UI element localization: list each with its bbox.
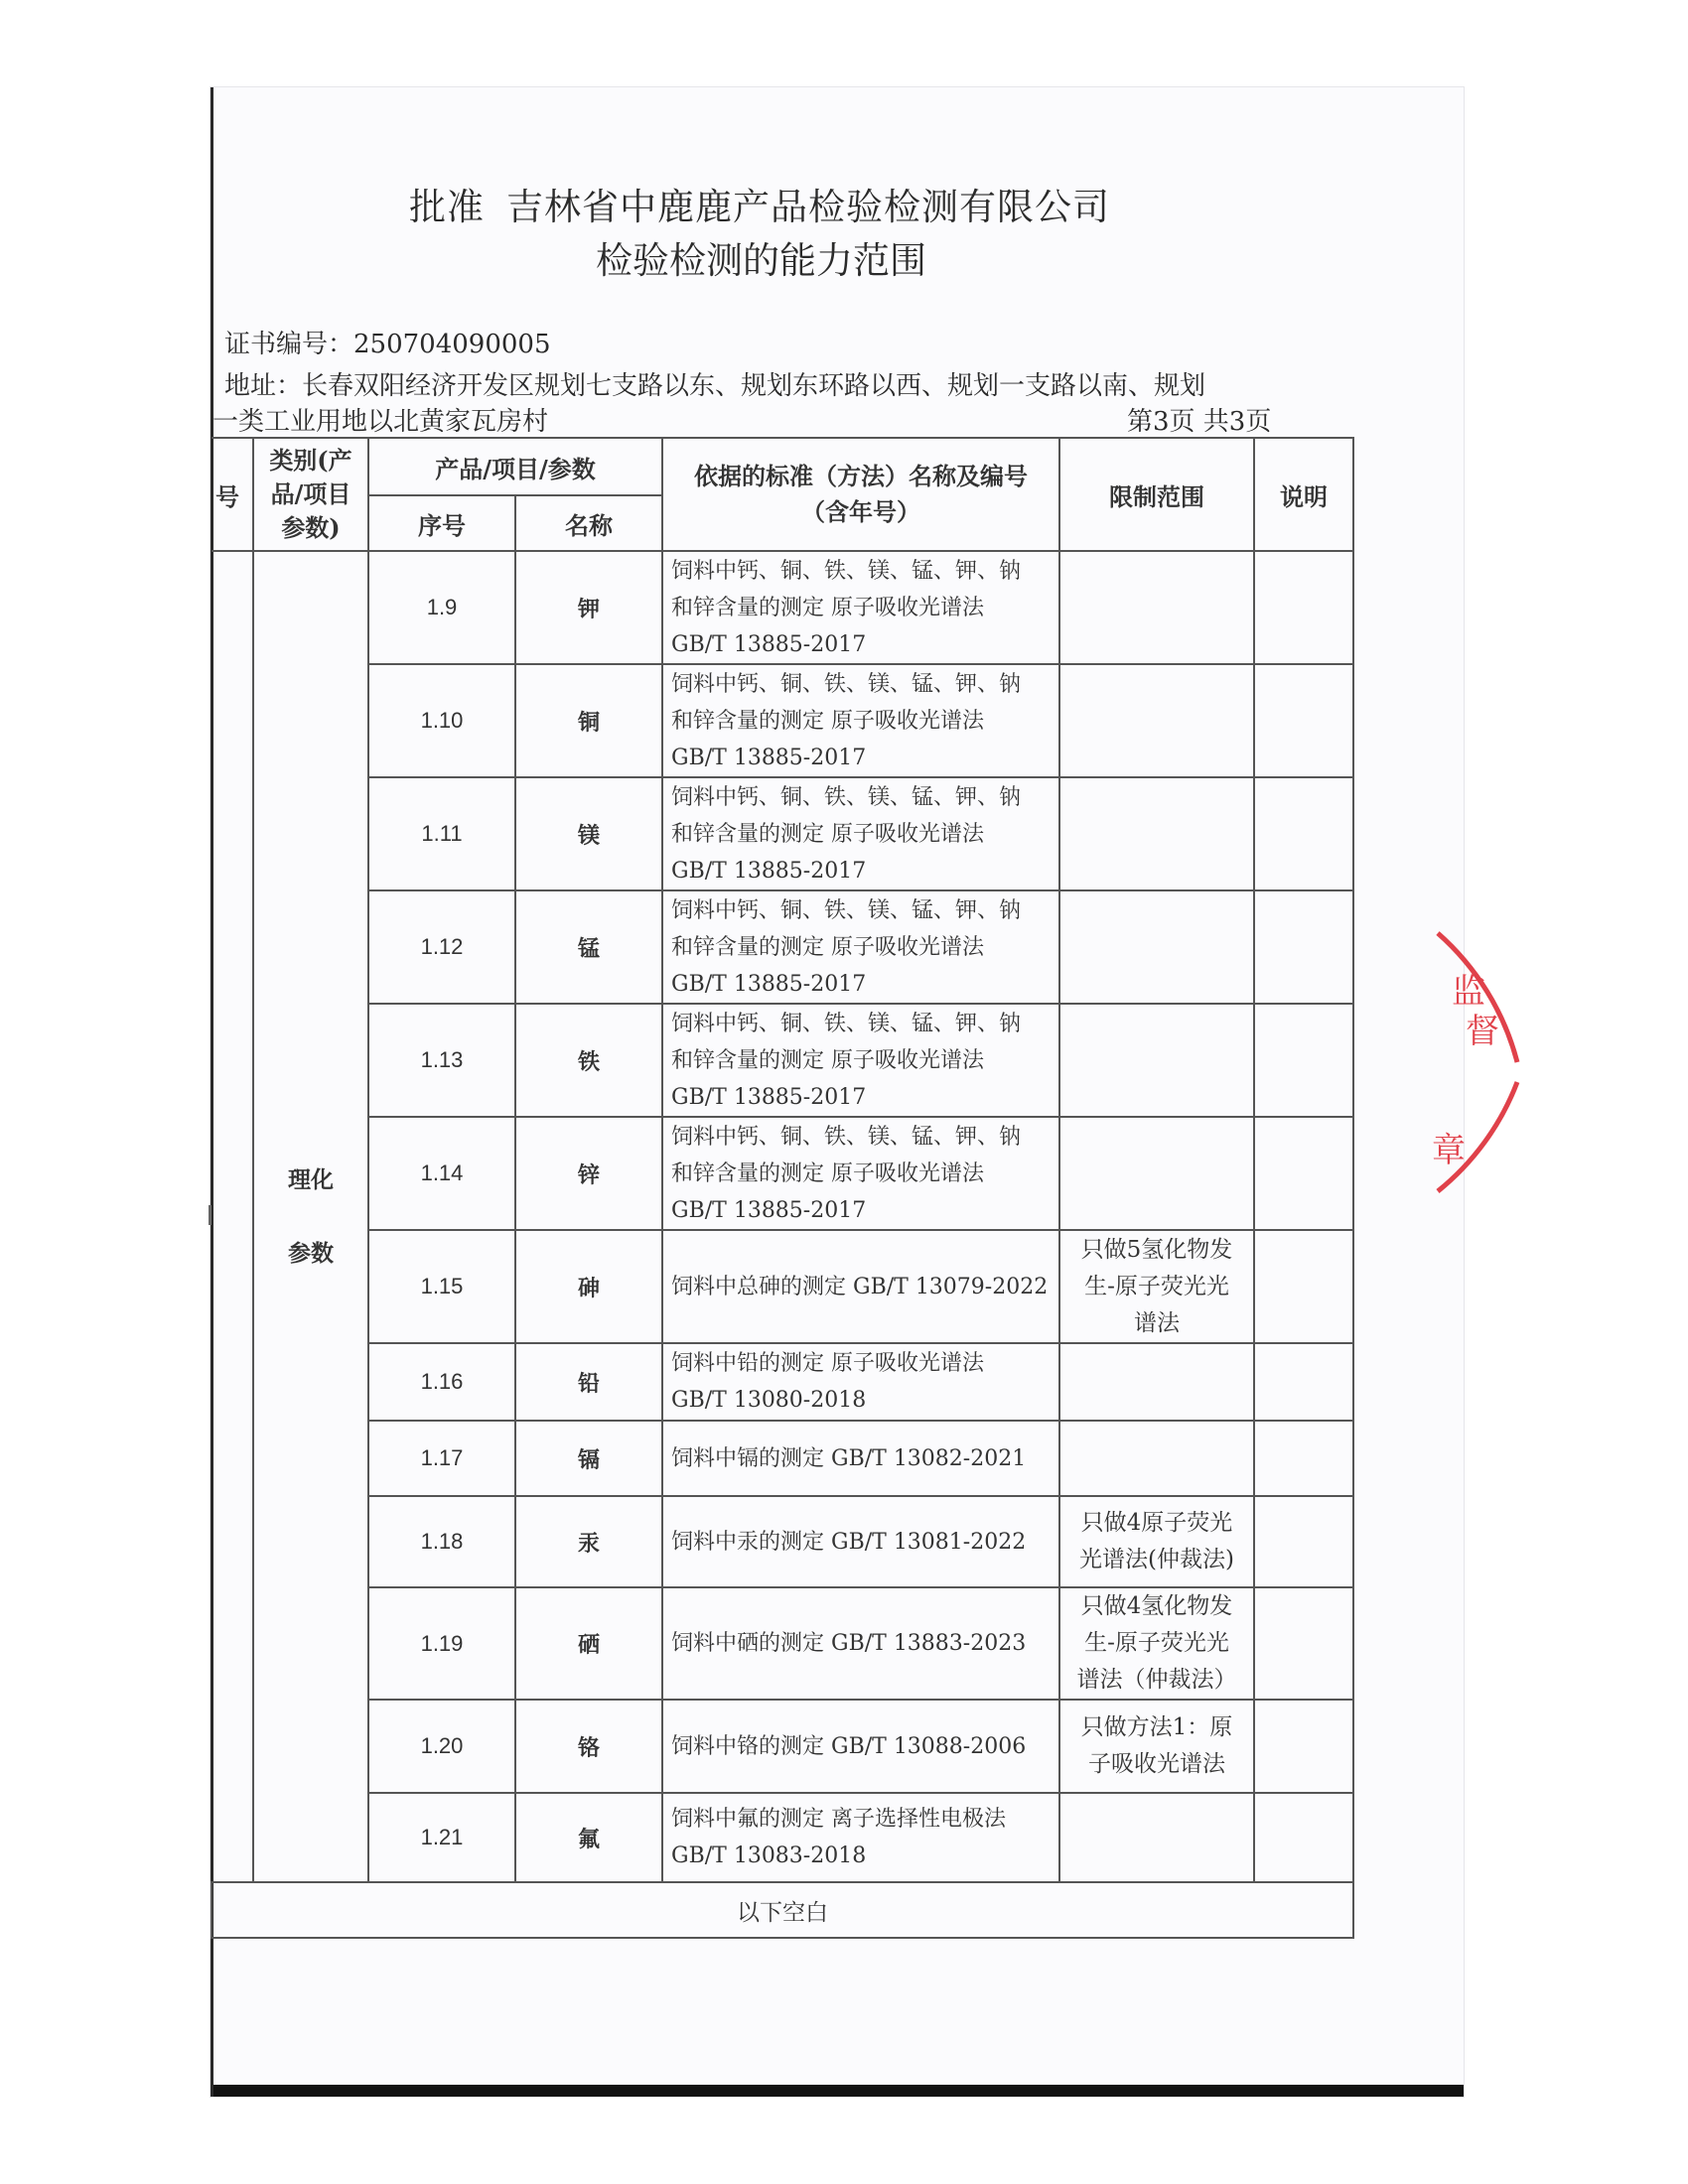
header-seq: 序号: [368, 495, 515, 551]
note-cell: [1254, 1117, 1353, 1230]
blank-row: [211, 1882, 1353, 1938]
seq-cell: 1.9: [368, 551, 515, 664]
header-limit: 限制范围: [1059, 438, 1254, 551]
note-cell: [1254, 890, 1353, 1004]
category-label-1: 理化: [288, 1165, 334, 1193]
name-cell: 铅: [515, 1343, 662, 1421]
standard-cell: 饲料中钙、铜、铁、镁、锰、钾、钠 和锌含量的测定 原子吸收光谱法 GB/T 13885-2017: [662, 1117, 1059, 1230]
table-row: [211, 1421, 1353, 1496]
limit-cell: 只做4原子荧光 光谱法(仲裁法): [1059, 1496, 1254, 1587]
scope-table: [211, 437, 1354, 1939]
seq-cell: 1.20: [368, 1700, 515, 1793]
name-cell: 铬: [515, 1700, 662, 1793]
limit-cell: [1059, 1343, 1254, 1421]
limit-cell: [1059, 1004, 1254, 1117]
seq-cell: 1.15: [368, 1230, 515, 1343]
seq-cell: 1.17: [368, 1421, 515, 1496]
table-row: [211, 551, 1353, 664]
category-cell: [253, 551, 368, 1882]
table-row: [211, 1700, 1353, 1793]
name-cell: 镉: [515, 1421, 662, 1496]
standard-cell: 饲料中氟的测定 离子选择性电极法 GB/T 13083-2018: [662, 1793, 1059, 1882]
header-name: 名称: [515, 495, 662, 551]
header-index: 号: [211, 438, 253, 551]
note-cell: [1254, 1421, 1353, 1496]
note-cell: [1254, 664, 1353, 777]
table-row: [211, 1117, 1353, 1230]
note-cell: [1254, 1230, 1353, 1343]
limit-cell: [1059, 1793, 1254, 1882]
seq-cell: 1.13: [368, 1004, 515, 1117]
name-cell: 氟: [515, 1793, 662, 1882]
note-cell: [1254, 1343, 1353, 1421]
table-row: [211, 664, 1353, 777]
seq-cell: 1.12: [368, 890, 515, 1004]
standard-cell: 饲料中钙、铜、铁、镁、锰、钾、钠 和锌含量的测定 原子吸收光谱法 GB/T 13885-2017: [662, 890, 1059, 1004]
note-cell: [1254, 551, 1353, 664]
table-row: [211, 1343, 1353, 1421]
note-cell: [1254, 1496, 1353, 1587]
note-cell: [1254, 1793, 1353, 1882]
note-cell: [1254, 777, 1353, 890]
standard-cell: 饲料中镉的测定 GB/T 13082-2021: [662, 1421, 1059, 1496]
document-subtitle: 检验检测的能力范围: [596, 239, 926, 282]
limit-cell: 只做5氢化物发 生-原子荧光光 谱法: [1059, 1230, 1254, 1343]
standard-cell: 饲料中钙、铜、铁、镁、锰、钾、钠 和锌含量的测定 原子吸收光谱法 GB/T 13885-2017: [662, 664, 1059, 777]
title-prefix: 批准: [409, 186, 485, 228]
title-org: 吉林省中鹿鹿产品检验检测有限公司: [506, 186, 1110, 228]
limit-cell: [1059, 551, 1254, 664]
name-cell: 镁: [515, 777, 662, 890]
seq-cell: 1.16: [368, 1343, 515, 1421]
seq-cell: 1.19: [368, 1587, 515, 1700]
standard-cell: 饲料中铅的测定 原子吸收光谱法 GB/T 13080-2018: [662, 1343, 1059, 1421]
standard-cell: 饲料中汞的测定 GB/T 13081-2022: [662, 1496, 1059, 1587]
address-line-2: 一类工业用地以北黄家瓦房村: [212, 407, 549, 437]
limit-cell: [1059, 1117, 1254, 1230]
name-cell: 砷: [515, 1230, 662, 1343]
standard-cell: 饲料中钙、铜、铁、镁、锰、钾、钠 和锌含量的测定 原子吸收光谱法 GB/T 13885-2017: [662, 551, 1059, 664]
table-row: [211, 777, 1353, 890]
header-product-group: 产品/项目/参数: [368, 438, 662, 495]
standard-cell: 饲料中硒的测定 GB/T 13883-2023: [662, 1587, 1059, 1700]
table-row: [211, 1004, 1353, 1117]
name-cell: 铁: [515, 1004, 662, 1117]
seal-char-1: 监: [1452, 972, 1485, 1012]
certificate-number: 证书编号：250704090005: [224, 330, 551, 359]
index-cell: [211, 551, 253, 1882]
limit-cell: 只做4氢化物发 生-原子荧光光 谱法（仲裁法）: [1059, 1587, 1254, 1700]
name-cell: 锌: [515, 1117, 662, 1230]
standard-cell: 饲料中钙、铜、铁、镁、锰、钾、钠 和锌含量的测定 原子吸收光谱法 GB/T 13885-2017: [662, 777, 1059, 890]
seq-cell: 1.11: [368, 777, 515, 890]
table-row: [211, 1230, 1353, 1343]
header-category: 类别(产品/项目参数): [253, 438, 368, 551]
limit-cell: [1059, 664, 1254, 777]
category-label-2: 参数: [288, 1239, 334, 1267]
page-info: 第3页 共3页: [1127, 407, 1272, 437]
address-line-1: 地址：长春双阳经济开发区规划七支路以东、规划东环路以西、规划一支路以南、规划: [224, 371, 1206, 401]
blank-note: 以下空白: [211, 1882, 1353, 1938]
note-cell: [1254, 1587, 1353, 1700]
header-note: 说明: [1254, 438, 1353, 551]
name-cell: 钾: [515, 551, 662, 664]
standard-cell: 饲料中总砷的测定 GB/T 13079-2022: [662, 1230, 1059, 1343]
official-seal-stamp: [1418, 913, 1527, 1211]
standard-cell: 饲料中铬的测定 GB/T 13088-2006: [662, 1700, 1059, 1793]
note-cell: [1254, 1004, 1353, 1117]
name-cell: 铜: [515, 664, 662, 777]
standard-cell: 饲料中钙、铜、铁、镁、锰、钾、钠 和锌含量的测定 原子吸收光谱法 GB/T 13885-2017: [662, 1004, 1059, 1117]
limit-cell: [1059, 890, 1254, 1004]
table-row: [211, 1496, 1353, 1587]
table-row: [211, 1793, 1353, 1882]
scan-mark: [209, 1205, 211, 1225]
seq-cell: 1.14: [368, 1117, 515, 1230]
seal-char-3: 章: [1432, 1131, 1466, 1170]
seq-cell: 1.10: [368, 664, 515, 777]
seq-cell: 1.21: [368, 1793, 515, 1882]
seq-cell: 1.18: [368, 1496, 515, 1587]
note-cell: [1254, 1700, 1353, 1793]
limit-cell: 只做方法1：原 子吸收光谱法: [1059, 1700, 1254, 1793]
name-cell: 硒: [515, 1587, 662, 1700]
header-standard: 依据的标准（方法）名称及编号（含年号）: [662, 438, 1059, 551]
limit-cell: [1059, 1421, 1254, 1496]
document-title: [409, 177, 1110, 230]
name-cell: 汞: [515, 1496, 662, 1587]
table-row: [211, 1587, 1353, 1700]
table-row: [211, 890, 1353, 1004]
limit-cell: [1059, 777, 1254, 890]
seal-char-2: 督: [1466, 1012, 1499, 1051]
name-cell: 锰: [515, 890, 662, 1004]
